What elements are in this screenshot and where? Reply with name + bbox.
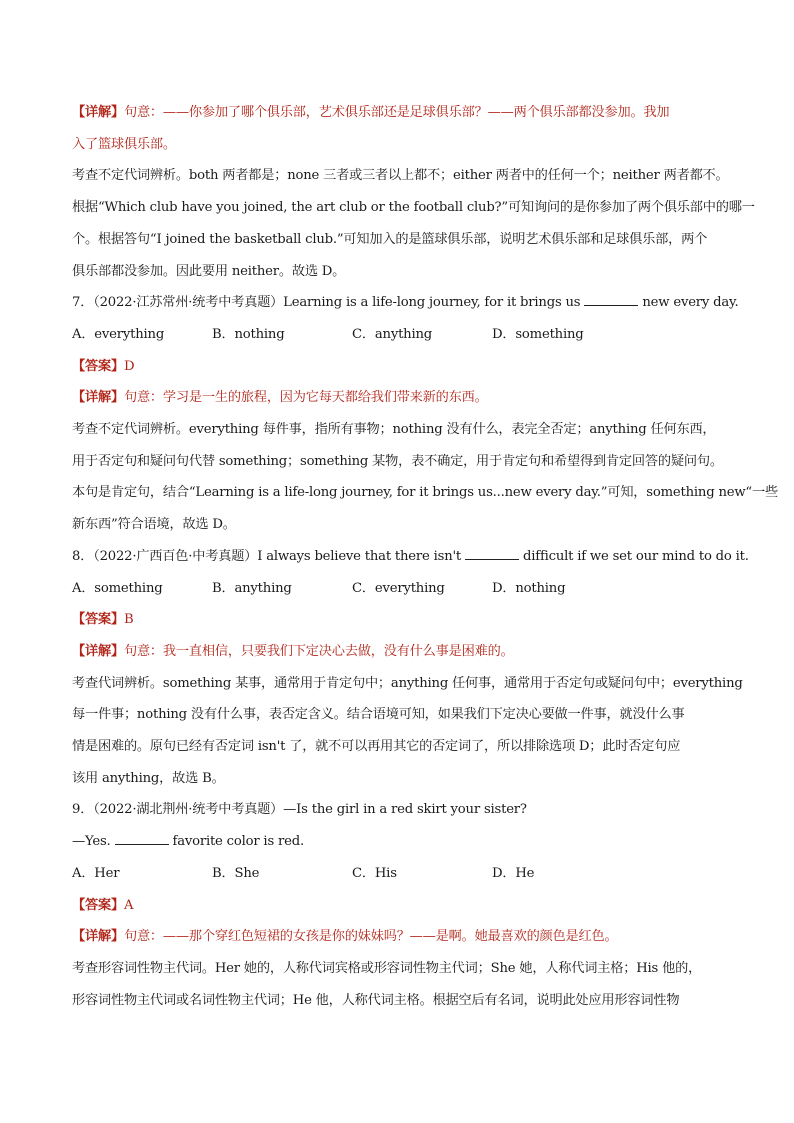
q9-option-c: C．His	[352, 865, 397, 881]
q6-analysis-line-1: 考查不定代词辨析。both 两者都是；none 三者或三者以上都不；either 两者中的任何一个；neither 两者都不。	[72, 168, 729, 184]
q7-detail-line-1: 【详解】句意：学习是一生的旅程，因为它每天都给我们带来新的东西。	[72, 390, 488, 406]
q9-option-a: A．Her	[72, 865, 120, 881]
q8-option-d: D．nothing	[492, 580, 566, 596]
q8-detail-line-1: 【详解】句意：我一直相信，只要我们下定决心去做，没有什么事是困难的。	[72, 643, 514, 659]
q8-stem: 8．（2022·广西百色·中考真题）I always believe that there isn't difficult if we set our mind to do it.	[72, 548, 749, 564]
q7-option-d: D．something	[492, 326, 584, 342]
q9-answer: 【答案】A	[72, 897, 134, 913]
q6-detail-line-1	[72, 97, 732, 129]
q7-option-c: C．anything	[352, 326, 433, 342]
q6-detail-line-2: 入了篮球俱乐部。	[72, 136, 176, 152]
q9-analysis-line-1: 考查形容词性物主代词。Her 她的，人称代词宾格或形容词性物主代词；She 她，人称代词主格；His 他的，	[72, 960, 702, 976]
q9-stem-2: —Yes. favorite color is red.	[72, 834, 304, 850]
q7-analysis-line-2: 用于否定句和疑问句代替 something；something 某物，表不确定，用于肯定句和希望得到肯定回答的疑问句。	[72, 453, 723, 469]
q7-options	[72, 319, 732, 351]
q8-option-b: B．anything	[212, 580, 292, 596]
q7-stem: 7．（2022·江苏常州·统考中考真题）Learning is a life-long journey, for it brings us new every day.	[72, 295, 739, 311]
q8-analysis-line-1: 考查代词辨析。something 某事，通常用于肯定句中；anything 任何事，通常用于否定句或疑问句中；everything	[72, 675, 743, 691]
q8-options	[72, 573, 732, 605]
q8-analysis-line-4: 该用 anything，故选 B。	[72, 770, 225, 786]
q6-analysis-line-4: 俱乐部都没参加。因此要用 neither。故选 D。	[72, 263, 346, 279]
q9-option-b: B．She	[212, 865, 260, 881]
q8-answer: 【答案】B	[72, 612, 134, 628]
q8-analysis-line-3: 情是困难的。原句已经有否定词 isn't 了，就不可以再用其它的否定词了，所以排除选项 D；此时否定句应	[72, 739, 681, 755]
q7-analysis-line-3: 本句是肯定句，结合“Learning is a life-long journey, for it brings us...new every day.”可知，something new“一些	[72, 485, 778, 501]
document-content	[72, 97, 778, 1016]
q8-option-a: A．something	[72, 580, 163, 596]
q7-analysis-line-4: 新东西”符合语境，故选 D。	[72, 517, 236, 533]
q8-option-c: C．everything	[352, 580, 445, 596]
q6-analysis-line-3: 个。根据答句“I joined the basketball club.”可知加入的是篮球俱乐部，说明艺术俱乐部和足球俱乐部，两个	[72, 231, 708, 247]
q6-detail-text-1: 句意：——你参加了哪个俱乐部，艺术俱乐部还是足球俱乐部？——两个俱乐部都没参加。我加	[123, 105, 670, 120]
answer-blank	[465, 547, 519, 560]
q9-option-d: D．He	[492, 865, 535, 881]
q8-analysis-line-2: 每一件事；nothing 没有什么事，表否定含义。结合语境可知，如果我们下定决心要做一件事，就没什么事	[72, 707, 685, 723]
q9-stem: 9．（2022·湖北荆州·统考中考真题）—Is the girl in a red skirt your sister?	[72, 802, 527, 818]
q7-option-b: B．nothing	[212, 326, 285, 342]
q6-analysis-line-2: 根据“Which club have you joined, the art club or the football club?”可知询问的是你参加了两个俱乐部中的哪一	[72, 200, 755, 216]
q9-analysis-line-2: 形容词性物主代词或名词性物主代词；He 他，人称代词主格。根据空后有名词，说明此处应用形容词性物	[72, 992, 680, 1008]
detail-label: 【详解】	[72, 105, 124, 120]
q9-options	[72, 858, 732, 890]
q7-answer: 【答案】D	[72, 358, 135, 374]
answer-blank	[115, 832, 169, 845]
q7-option-a: A．everything	[72, 326, 165, 342]
q9-detail-line-1: 【详解】句意：——那个穿红色短裙的女孩是你的妹妹吗？——是啊。她最喜欢的颜色是红色。	[72, 929, 618, 945]
q7-analysis-line-1: 考查不定代词辨析。everything 每件事，指所有事物；nothing 没有什么，表完全否定；anything 任何东西，	[72, 422, 716, 438]
answer-blank	[584, 293, 638, 306]
